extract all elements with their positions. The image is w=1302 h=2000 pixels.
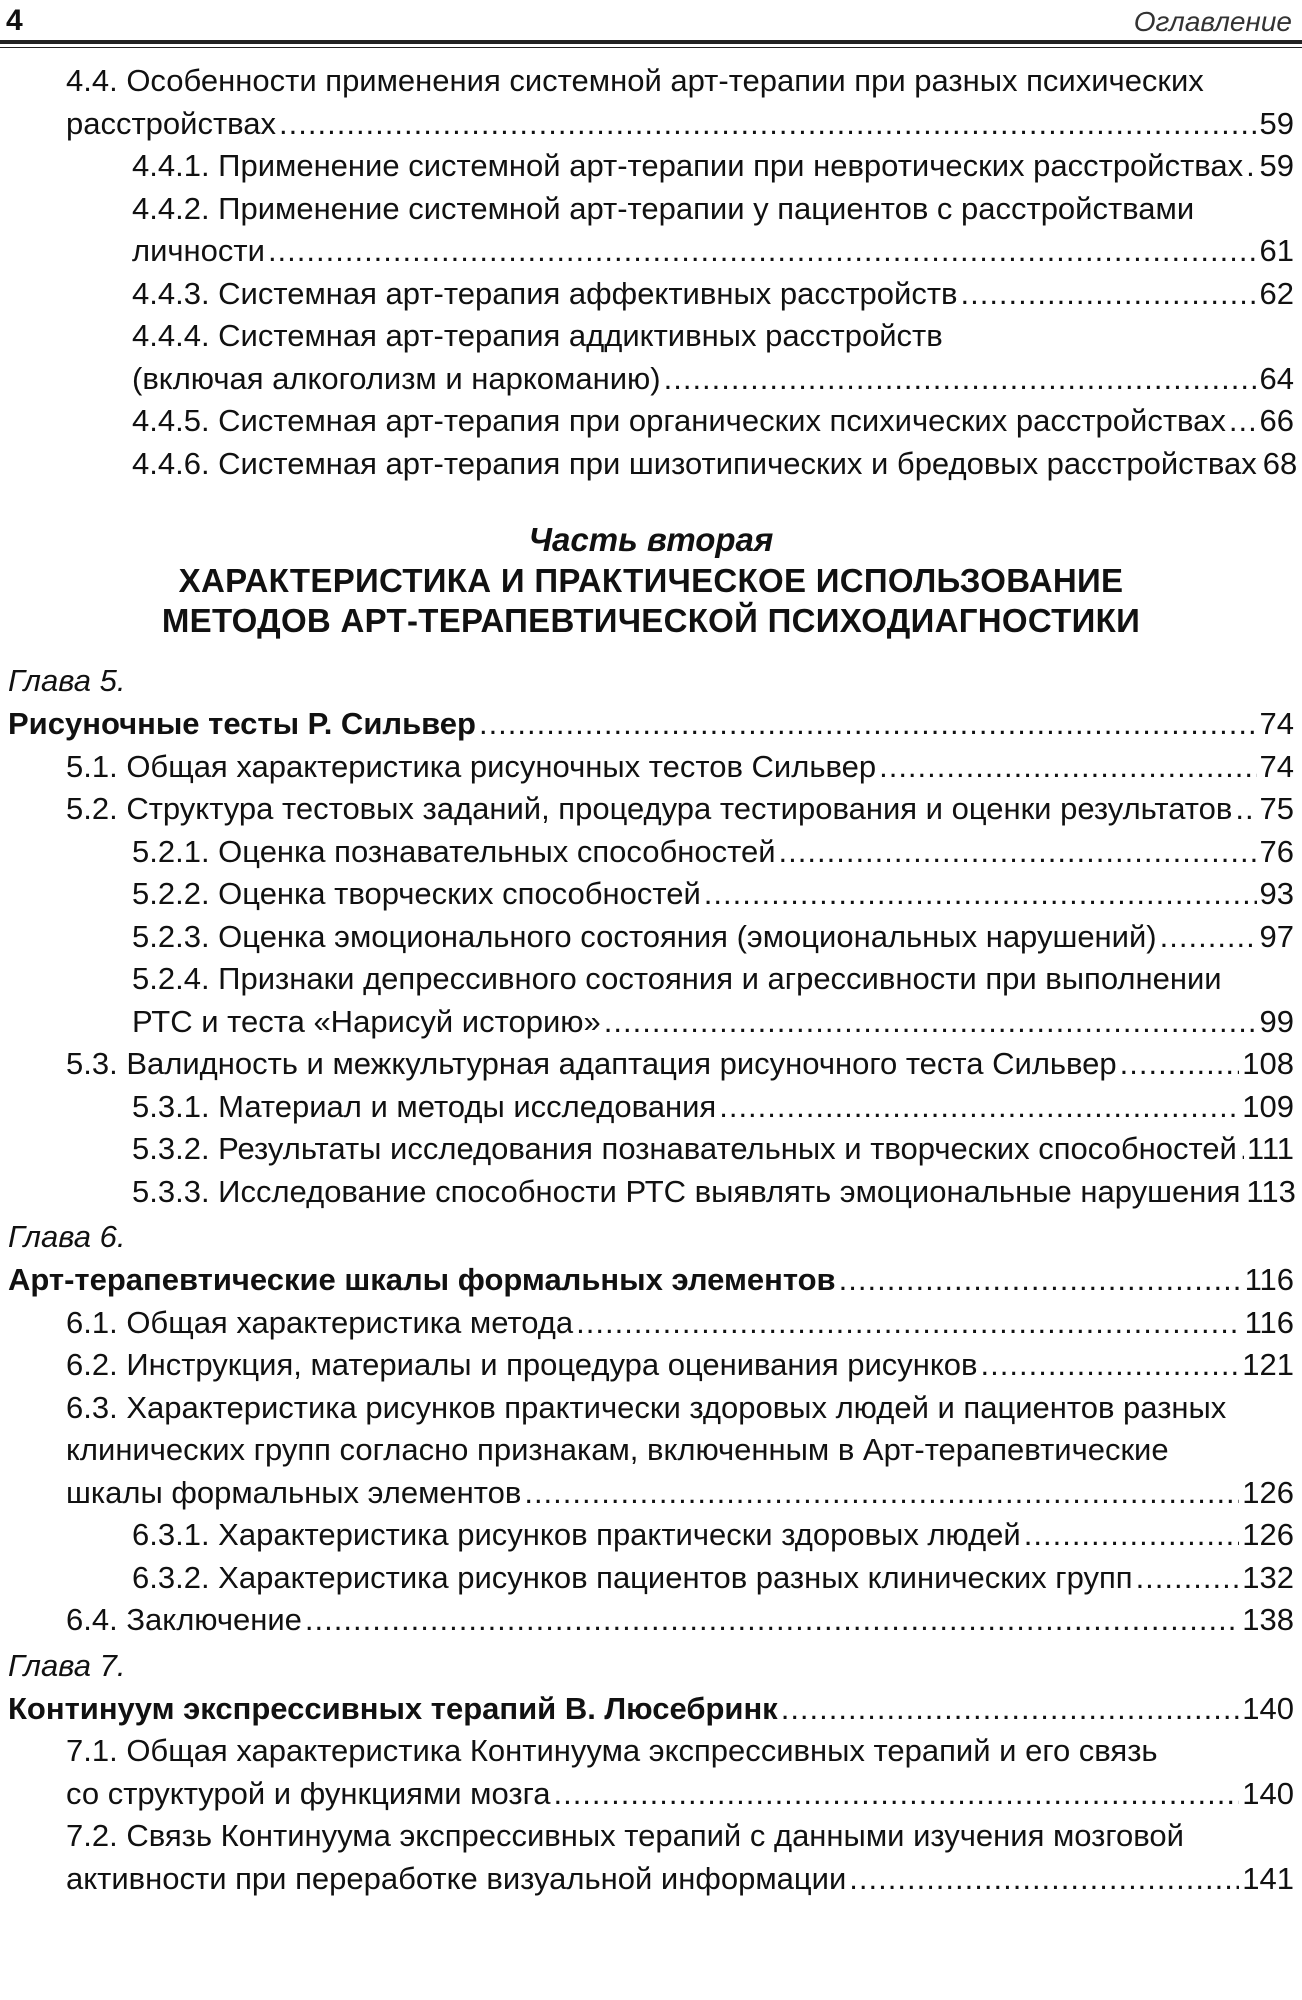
dot-leader xyxy=(781,1688,1240,1731)
dot-leader xyxy=(1160,916,1257,959)
dot-leader xyxy=(553,1773,1239,1816)
toc-page-number: 62 xyxy=(1259,275,1294,311)
toc-page-number: 111 xyxy=(1246,1131,1294,1166)
toc-entry-title: 5.3.1. Материал и методы исследования xyxy=(132,1088,717,1124)
toc-entry-4-4-2[interactable] xyxy=(0,230,1302,273)
toc-entry-title: 6.1. Общая характеристика метода xyxy=(66,1304,574,1340)
toc-chapter-6[interactable] xyxy=(0,1259,1302,1302)
toc-page-number: 126 xyxy=(1242,1474,1294,1510)
toc-entry-6-3-1[interactable] xyxy=(0,1514,1302,1557)
toc-page-number: 113 xyxy=(1246,1173,1296,1209)
toc-page-number: 61 xyxy=(1259,233,1294,268)
dot-leader xyxy=(849,1858,1239,1901)
toc-page-number: 108 xyxy=(1242,1046,1294,1081)
toc-page-number: 75 xyxy=(1259,791,1294,826)
toc-entry-4-4-2-line1: 4.4.2. Применение системной арт-терапии у пациентов с расстройствами xyxy=(132,190,1195,226)
toc-entry-title: 5.3. Валидность и межкультурная адаптация рисуночного теста Сильвер xyxy=(66,1046,1117,1081)
toc-page-number: 74 xyxy=(1259,748,1294,784)
toc-entry-title: 5.3.3. Исследование способности РТС выявлять эмоциональные нарушения xyxy=(132,1173,1241,1209)
toc-entry-title: расстройствах xyxy=(66,105,277,141)
dot-leader xyxy=(960,273,1256,316)
dot-leader xyxy=(1136,1557,1240,1600)
dot-leader xyxy=(779,831,1257,874)
dot-leader xyxy=(1024,1514,1240,1557)
toc-entry-6-3-line1: 6.3. Характеристика рисунков практически здоровых людей и пациентов разных xyxy=(66,1389,1227,1425)
toc-entry-6-3-line2: клинических групп согласно признакам, включенным в Арт-терапевтические xyxy=(66,1432,1169,1467)
toc-page-number: 132 xyxy=(1242,1559,1294,1595)
toc-entry-title: активности при переработке визуальной информации xyxy=(66,1860,847,1896)
dot-leader xyxy=(1246,145,1256,188)
toc-chapter-5[interactable] xyxy=(0,703,1302,746)
toc-page-number: 66 xyxy=(1259,403,1294,438)
toc-entry-7-2-line1: 7.2. Связь Континуума экспрессивных терапий с данными изучения мозговой xyxy=(66,1818,1184,1853)
toc-page-number: 116 xyxy=(1244,1262,1294,1297)
toc-page-number: 116 xyxy=(1244,1304,1294,1340)
dot-leader xyxy=(604,1001,1257,1044)
page-number: 4 xyxy=(6,4,23,37)
toc-entry-5-2[interactable] xyxy=(0,788,1302,831)
toc-entry-title: 5.2.2. Оценка творческих способностей xyxy=(132,876,701,911)
page-header xyxy=(0,0,1302,40)
toc-entry-5-3-2[interactable] xyxy=(0,1128,1302,1171)
header-rule-thin xyxy=(0,47,1302,48)
dot-leader xyxy=(839,1259,1242,1302)
toc-page-number: 74 xyxy=(1259,706,1294,741)
toc-entry-6-3-2[interactable] xyxy=(0,1557,1302,1600)
dot-leader xyxy=(879,746,1256,789)
toc-entry-title: личности xyxy=(132,233,265,268)
toc-entry-title: 4.4.6. Системная арт-терапия при шизотипических и бредовых расстройствах xyxy=(132,445,1257,481)
toc-page-number: 126 xyxy=(1242,1517,1294,1552)
dot-leader xyxy=(1229,400,1257,443)
toc-entry-6-4[interactable] xyxy=(0,1599,1302,1642)
toc-page-number: 64 xyxy=(1259,360,1294,396)
toc-entry-4-4-4[interactable] xyxy=(0,358,1302,401)
dot-leader xyxy=(704,873,1257,916)
chapter-5-label: Глава 5. xyxy=(8,663,126,698)
toc-page-number: 97 xyxy=(1259,918,1294,954)
toc-entry-5-2-2[interactable] xyxy=(0,873,1302,916)
chapter-7-label: Глава 7. xyxy=(8,1647,126,1683)
header-rule-thick xyxy=(0,40,1302,44)
toc-entry-title: РТС и теста «Нарисуй историю» xyxy=(132,1003,601,1039)
dot-leader xyxy=(981,1344,1240,1387)
toc-entry-6-3[interactable] xyxy=(0,1472,1302,1515)
toc-entry-4-4-5[interactable] xyxy=(0,400,1302,443)
toc-entry-title: со структурой и функциями мозга xyxy=(66,1775,551,1811)
toc-entry-title: 5.2. Структура тестовых заданий, процедура тестирования и оценки результатов xyxy=(66,791,1233,826)
dot-leader xyxy=(268,230,1257,273)
chapter-title: Континуум экспрессивных терапий В. Люсебринк xyxy=(8,1690,778,1726)
dot-leader xyxy=(576,1302,1241,1345)
toc-page-number: 109 xyxy=(1242,1088,1294,1124)
toc-page-number: 76 xyxy=(1259,833,1294,869)
dot-leader xyxy=(524,1472,1239,1515)
toc-entry-title: 6.3.1. Характеристика рисунков практически здоровых людей xyxy=(132,1517,1021,1552)
toc-entry-title: 5.3.2. Результаты исследования познавательных и творческих способностей xyxy=(132,1131,1237,1166)
chapter-title: Рисуночные тесты Р. Сильвер xyxy=(8,706,476,741)
toc-entry-5-3-3[interactable] xyxy=(0,1171,1302,1214)
toc-page-number: 141 xyxy=(1242,1860,1294,1896)
dot-leader xyxy=(1235,788,1256,831)
toc-entry-5-2-4-line1: 5.2.4. Признаки депрессивного состояния и агрессивности при выполнении xyxy=(132,961,1222,996)
toc-entry-5-3-1[interactable] xyxy=(0,1086,1302,1129)
toc-entry-4-4-6[interactable] xyxy=(0,443,1302,486)
part-heading-line1: ХАРАКТЕРИСТИКА И ПРАКТИЧЕСКОЕ ИСПОЛЬЗОВАНИЕ xyxy=(178,562,1124,599)
toc-entry-4-4[interactable] xyxy=(0,103,1302,146)
toc-page-number: 140 xyxy=(1242,1690,1294,1726)
dot-leader xyxy=(279,103,1256,146)
toc-entry-4-4-1[interactable] xyxy=(0,145,1302,188)
toc-page-number: 140 xyxy=(1242,1775,1294,1811)
toc-entry-5-2-1[interactable] xyxy=(0,831,1302,874)
table-of-contents xyxy=(0,60,1302,1900)
toc-entry-title: 6.3.2. Характеристика рисунков пациентов разных клинических групп xyxy=(132,1559,1133,1595)
toc-entry-title: 5.2.3. Оценка эмоционального состояния (эмоциональных нарушений) xyxy=(132,918,1157,954)
toc-entry-title: 4.4.3. Системная арт-терапия аффективных расстройств xyxy=(132,275,958,311)
toc-entry-5-1[interactable] xyxy=(0,746,1302,789)
running-title: Оглавление xyxy=(1133,6,1292,37)
toc-entry-title: 4.4.5. Системная арт-терапия при органических психических расстройствах xyxy=(132,403,1226,438)
dot-leader xyxy=(1240,1128,1244,1171)
chapter-title: Арт-терапевтические шкалы формальных элементов xyxy=(8,1262,836,1297)
toc-entry-7-1[interactable] xyxy=(0,1773,1302,1816)
toc-entry-4-4-3[interactable] xyxy=(0,273,1302,316)
toc-entry-4-4-4-line1: 4.4.4. Системная арт-терапия аддиктивных расстройств xyxy=(132,318,943,353)
part-heading-line2: МЕТОДОВ АРТ-ТЕРАПЕВТИЧЕСКОЙ ПСИХОДИАГНОСТИКИ xyxy=(161,602,1141,639)
toc-page-number: 93 xyxy=(1259,876,1294,911)
toc-entry-7-1-line1: 7.1. Общая характеристика Континуума экспрессивных терапий и его связь xyxy=(66,1733,1158,1768)
toc-entry-title: (включая алкоголизм и наркоманию) xyxy=(132,360,661,396)
dot-leader xyxy=(479,703,1257,746)
dot-leader xyxy=(664,358,1257,401)
toc-entry-6-1[interactable] xyxy=(0,1302,1302,1345)
toc-entry-5-2-4[interactable] xyxy=(0,1001,1302,1044)
part-label: Часть вторая xyxy=(528,521,774,558)
toc-page-number: 121 xyxy=(1242,1347,1294,1382)
toc-page-number: 59 xyxy=(1259,148,1294,183)
toc-entry-4-4-line1: 4.4. Особенности применения системной арт-терапии при разных психических xyxy=(66,63,1204,98)
dot-leader xyxy=(305,1599,1239,1642)
toc-entry-5-2-3[interactable] xyxy=(0,916,1302,959)
toc-entry-5-3[interactable] xyxy=(0,1043,1302,1086)
dot-leader xyxy=(719,1086,1239,1129)
toc-entry-title: 4.4.1. Применение системной арт-терапии при невротических расстройствах xyxy=(132,148,1244,183)
toc-page-number: 68 xyxy=(1262,445,1298,481)
part-two-heading xyxy=(0,519,1302,641)
toc-entry-title: 5.2.1. Оценка познавательных способностей xyxy=(132,833,776,869)
toc-entry-title: 6.2. Инструкция, материалы и процедура оценивания рисунков xyxy=(66,1347,978,1382)
dot-leader xyxy=(1120,1043,1240,1086)
toc-page-number: 59 xyxy=(1259,105,1294,141)
toc-page-number: 138 xyxy=(1242,1602,1294,1637)
toc-page-number: 99 xyxy=(1259,1003,1294,1039)
toc-entry-title: 6.4. Заключение xyxy=(66,1602,302,1637)
toc-chapter-7[interactable] xyxy=(0,1688,1302,1731)
chapter-6-label: Глава 6. xyxy=(8,1219,126,1254)
toc-entry-7-2[interactable] xyxy=(0,1858,1302,1901)
toc-entry-6-2[interactable] xyxy=(0,1344,1302,1387)
toc-entry-title: шкалы формальных элементов xyxy=(66,1474,522,1510)
toc-entry-title: 5.1. Общая характеристика рисуночных тестов Сильвер xyxy=(66,748,877,784)
